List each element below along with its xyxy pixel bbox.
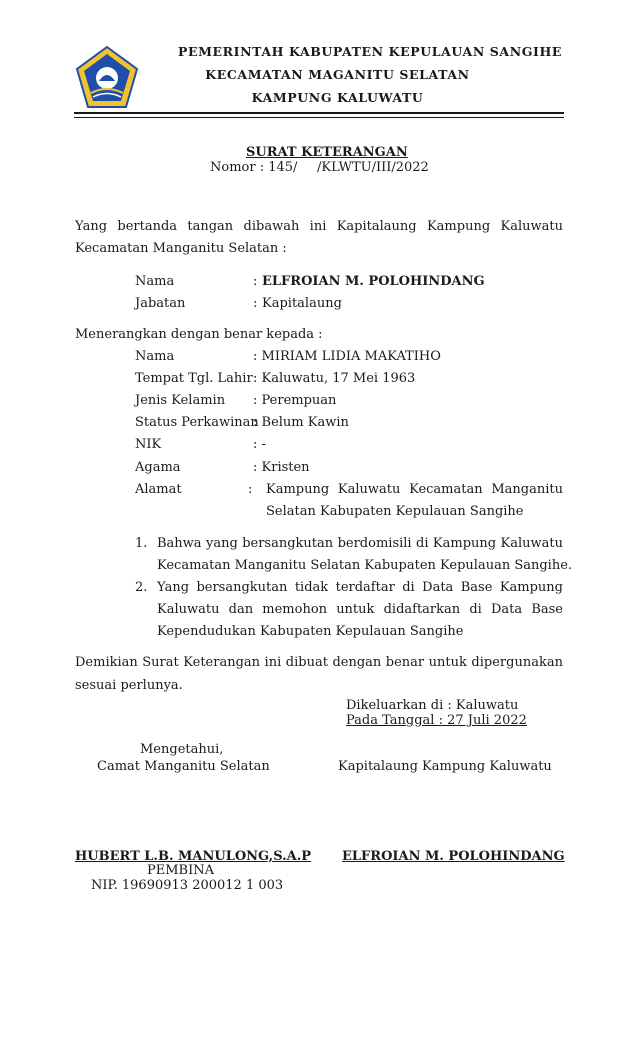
official-name-label: Nama [135,274,175,289]
letterhead-government-line: PEMERINTAH KABUPATEN KEPULAUAN SANGIHE [177,44,563,59]
subject-row-label: NIK [135,437,162,452]
statement-1-line-1 [157,536,563,551]
statement-word: bersangkutan [196,580,288,595]
statement-word: bersangkutan [242,536,334,551]
official-name-separator: : [253,274,258,289]
left-signatory-nip: NIP. 19690913 200012 1 003 [91,878,284,893]
statement-word: di [469,602,482,617]
address-word: Manganitu [491,482,563,497]
letter-title: SURAT KETERANGAN [246,145,408,160]
statement-word: yang [205,536,238,551]
intro-word: Yang [75,219,108,234]
closing-word: Demikian [75,655,138,670]
statement-word: tidak [294,580,329,595]
left-signatory-title: Camat Manganitu Selatan [97,759,270,774]
acknowledge-label: Mengetahui, [140,742,224,757]
official-position-label: Jabatan [135,296,186,311]
address-separator: : [248,482,253,497]
statement-word: didaftarkan [383,602,461,617]
subject-row-value: : Kaluwatu, 17 Mei 1963 [253,371,416,386]
closing-word: untuk [428,655,467,670]
subject-row-label: Status Perkawinan [135,415,259,430]
statement-word: Kampung [499,580,563,595]
statement-word: di [416,536,429,551]
intro-word: ini [309,219,327,234]
statement-word: Bahwa [157,536,202,551]
subject-row-label: Jenis Kelamin [135,393,226,408]
statement-word: berdomisili [337,536,412,551]
statement-word: Data [490,602,523,617]
statement-word: memohon [262,602,328,617]
statement-number: 2. [135,580,148,595]
statement-2-line-2 [157,602,563,617]
statement-word: terdaftar [335,580,395,595]
closing-line-1 [75,655,563,670]
subject-row-value: : Belum Kawin [253,415,349,430]
intro-word: Kaluwatu [500,219,563,234]
official-position-separator: : [253,296,258,311]
closing-word: dibuat [285,655,328,670]
statement-word: untuk [336,602,375,617]
subject-row-label: Agama [135,460,181,475]
statement-1-line-2: Kecamatan Manganitu Selatan Kabupaten Kepulauan Sangihe. [157,558,573,573]
statement-2-line-3: Kependudukan Kabupaten Kepulauan Sangihe [157,624,464,639]
letter-number-suffix: /KLWTU/III/2022 [317,160,429,175]
intro-word: Kapitalaung [336,219,417,234]
address-word: Kecamatan [409,482,483,497]
subject-heading: Menerangkan dengan benar kepada : [75,327,323,342]
regency-emblem-icon [73,45,141,113]
intro-line-2: Kecamatan Manganitu Selatan : [75,241,287,256]
address-line-1 [266,482,563,497]
right-signatory-name: ELFROIAN M. POLOHINDANG [342,849,565,864]
issued-date: Pada Tanggal : 27 Juli 2022 [346,713,527,728]
closing-word: ini [264,655,282,670]
intro-word: bertanda [117,219,178,234]
closing-word: benar [385,655,425,670]
letter-number-prefix: Nomor : 145/ [210,160,298,175]
statement-number: 1. [135,536,148,551]
right-signatory-title: Kapitalaung Kampung Kaluwatu [338,759,552,774]
subject-row-label: Tempat Tgl. Lahir [135,371,253,386]
statement-word: Data [422,580,454,595]
intro-word: tangan [187,219,234,234]
subject-row-value: : - [253,437,266,452]
subject-row-value: : Perempuan [253,393,337,408]
statement-word: Base [531,602,563,617]
closing-word: Keterangan [183,655,261,670]
closing-line-2: sesuai perlunya. [75,678,183,693]
intro-word: dibawah [243,219,300,234]
address-label: Alamat [135,482,182,497]
intro-word: Kampung [426,219,491,234]
official-name-value: ELFROIAN M. POLOHINDANG [262,274,485,289]
statement-2-line-1 [157,580,563,595]
left-signatory-name: HUBERT L.B. MANULONG,S.A.P [75,849,312,864]
address-word: Kaluwatu [337,482,401,497]
letterhead-divider-thick [74,112,564,114]
address-word: Kampung [266,482,330,497]
statement-word: di [402,580,415,595]
left-signatory-rank: PEMBINA [147,863,214,878]
address-line-2: Selatan Kabupaten Kepulauan Sangihe [266,504,524,519]
letterhead-village-line: KAMPUNG KALUWATU [251,90,424,105]
statement-word: dan [228,602,254,617]
subject-row-value: : MIRIAM LIDIA MAKATIHO [253,349,441,364]
closing-word: dengan [332,655,382,670]
statement-word: Kaluwatu [500,536,563,551]
issued-place: Dikeluarkan di : Kaluwatu [346,698,519,713]
letterhead-divider-thin [74,117,564,118]
closing-word: Surat [142,655,179,670]
statement-word: Base [460,580,493,595]
statement-word: Kaluwatu [157,602,220,617]
intro-line-1 [75,219,563,234]
statement-word: Kampung [432,536,497,551]
statement-word: Yang [157,580,190,595]
subject-row-label: Nama [135,349,175,364]
subject-row-value: : Kristen [253,460,310,475]
closing-word: dipergunakan [471,655,563,670]
official-position-value: Kapitalaung [262,296,342,311]
letterhead-district-line: KECAMATAN MAGANITU SELATAN [205,67,470,82]
